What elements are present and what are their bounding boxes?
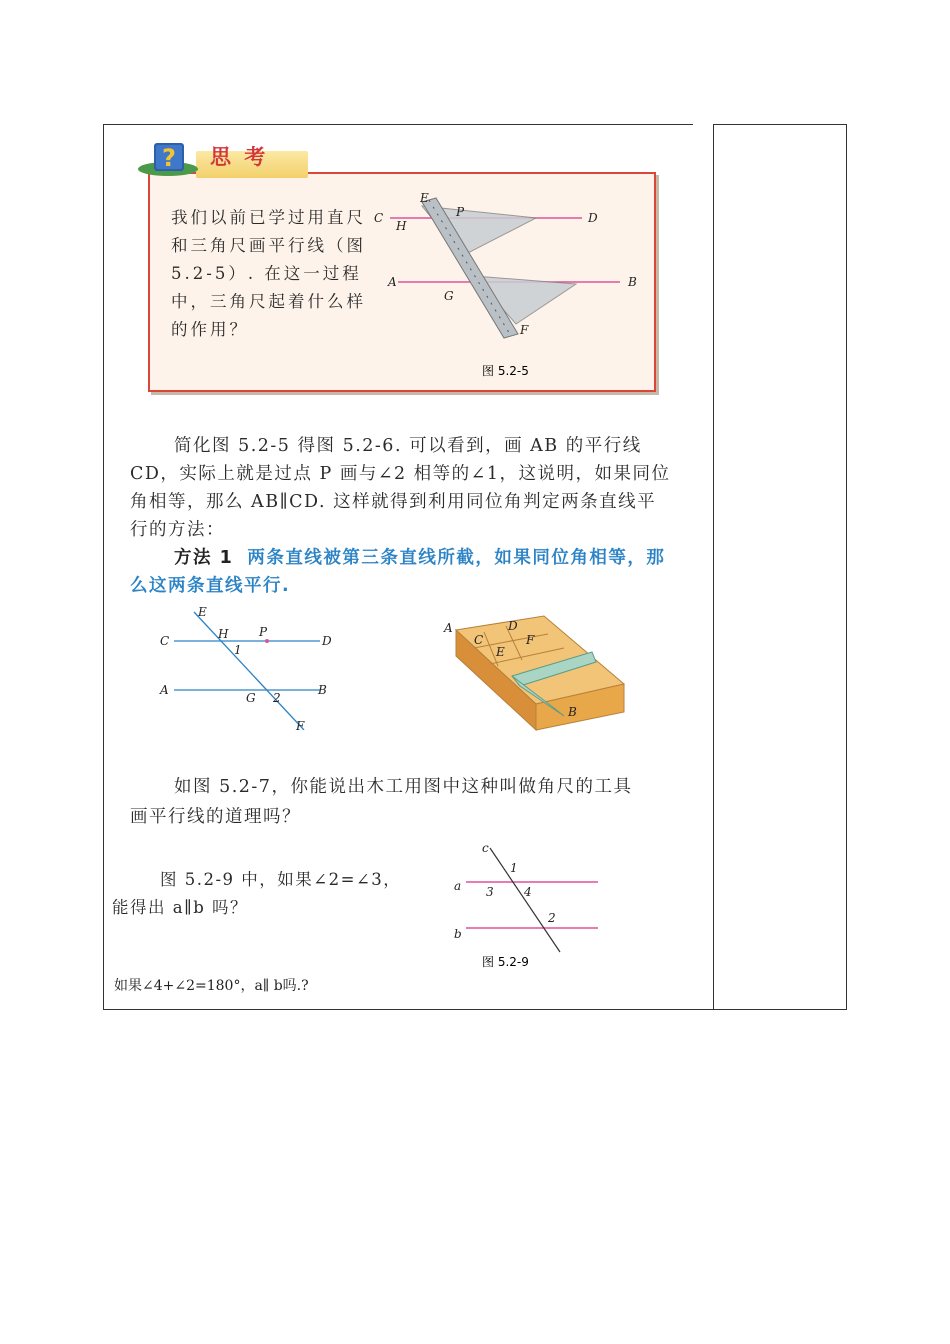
fig525-label-G: G xyxy=(444,289,454,303)
table-column-divider xyxy=(713,124,714,1010)
table-top-border-right xyxy=(713,124,846,125)
figure-5-2-6 xyxy=(150,604,340,730)
fig525-label-F: F xyxy=(520,323,529,337)
figure-5-2-9 xyxy=(448,842,608,972)
fig529-caption: 图 5.2-9 xyxy=(482,955,529,969)
fig526-label-P: P xyxy=(259,625,268,639)
fig525-label-P: P xyxy=(456,205,465,219)
fig529-label-b: b xyxy=(454,927,462,941)
method-text: 两条直线被第三条直线所截，如果同位角相等，那么这两条直线平行. xyxy=(130,548,666,596)
fig526-label-G: G xyxy=(246,691,256,705)
fig526-label-H: H xyxy=(218,627,229,641)
fig529-label-4: 4 xyxy=(524,885,532,899)
question-mark-icon xyxy=(134,139,198,179)
bottom-question: 如果∠4+∠2=180°，a∥ b吗.? xyxy=(114,978,309,994)
fig527-label-D: D xyxy=(508,619,518,633)
table-top-border-left xyxy=(103,124,693,125)
fig526-label-C: C xyxy=(160,634,170,648)
figure-5-2-7 xyxy=(440,612,630,732)
fig526-label-F: F xyxy=(296,719,305,730)
table-bottom-border xyxy=(103,1009,847,1010)
fig526-label-2: 2 xyxy=(273,691,281,705)
fig529-label-2: 2 xyxy=(548,911,556,925)
fig526-label-B: B xyxy=(318,683,327,697)
table-left-border xyxy=(103,124,104,1010)
fig529-label-1: 1 xyxy=(510,861,518,875)
fig525-label-B: B xyxy=(628,275,637,289)
question-fig529: 图 5.2-9 中，如果∠2=∠3，能得出 a∥b 吗？ xyxy=(112,870,402,917)
fig526-label-E: E xyxy=(198,605,207,619)
figure-5-2-5 xyxy=(370,188,640,384)
fig525-label-C: C xyxy=(374,211,384,225)
fig526-label-1: 1 xyxy=(234,643,242,657)
fig525-caption: 图 5.2-5 xyxy=(482,364,529,378)
fig529-label-c: c xyxy=(482,842,489,855)
fig529-label-a: a xyxy=(454,879,462,893)
fig529-label-3: 3 xyxy=(486,885,494,899)
fig526-label-D: D xyxy=(322,634,332,648)
think-text: 我们以前已学过用直尺和三角尺画平行线（图 5.2-5）. 在这一过程中，三角尺起着什么样的作用？ xyxy=(171,208,366,339)
table-right-border xyxy=(846,124,847,1010)
fig527-label-C: C xyxy=(474,633,484,647)
fig525-label-A: A xyxy=(388,275,397,289)
fig526-label-A: A xyxy=(160,683,169,697)
svg-text:?: ? xyxy=(162,144,176,172)
fig525-label-H: H xyxy=(396,219,407,233)
fig527-label-B: B xyxy=(568,705,577,719)
fig527-label-E: E xyxy=(496,645,505,659)
fig527-label-F: F xyxy=(526,633,535,647)
paragraph-angle-ruler: 如图 5.2-7，你能说出木工用图中这种叫做角尺的工具画平行线的道理吗？ xyxy=(130,777,633,827)
paragraph-simplify: 简化图 5.2-5 得图 5.2-6. 可以看到，画 AB 的平行线 CD，实际上就是过点 P 画与∠2 相等的∠1，这说明，如果同位角相等，那么 AB∥CD. 这样就得到利用同位角判定两条直线平行的方法： xyxy=(130,436,671,540)
fig527-label-A: A xyxy=(444,621,453,635)
fig525-label-E: E xyxy=(420,191,429,205)
fig525-label-D: D xyxy=(588,211,598,225)
method-statement xyxy=(130,544,675,600)
think-title: 思 考 xyxy=(210,145,269,169)
method-label: 方法 1 xyxy=(174,548,234,568)
